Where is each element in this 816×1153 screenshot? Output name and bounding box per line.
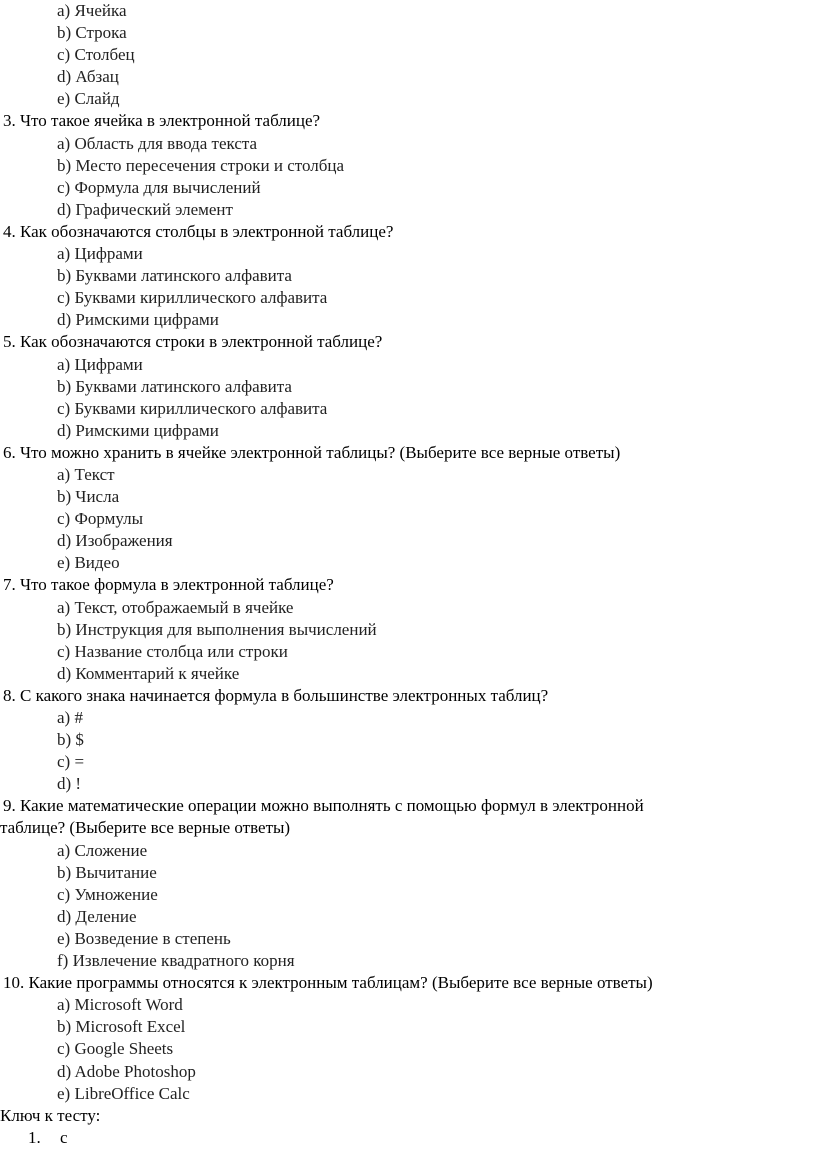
question-6	[0, 442, 816, 575]
option-line: e) Слайд	[57, 89, 120, 109]
question-text: 5. Как обозначаются строки в электронной таблице?	[3, 332, 383, 352]
answer-key-item	[0, 1127, 816, 1149]
option-line: b) $	[57, 730, 84, 750]
previous-question-options	[0, 0, 816, 110]
question-text: 8. С какого знака начинается формула в большинстве электронных таблиц?	[3, 685, 549, 705]
option-line: e) Возведение в степень	[57, 928, 231, 948]
question-10	[0, 972, 816, 1105]
question-text-continued: таблице? (Выберите все верные ответы)	[0, 818, 291, 838]
option-line: a) Текст	[57, 464, 115, 484]
question-text: 10. Какие программы относятся к электронным таблицам? (Выберите все верные ответы)	[3, 973, 653, 993]
question-7	[0, 574, 816, 684]
option-line: c) Умножение	[57, 884, 158, 904]
option-line: d) !	[57, 774, 82, 794]
question-text: 7. Что такое формула в электронной таблице?	[3, 575, 334, 595]
option-line: d) Римскими цифрами	[57, 310, 219, 330]
option-line: b) Строка	[57, 23, 127, 43]
option-line: d) Изображения	[57, 531, 173, 551]
option-line: c) Формулы	[57, 509, 144, 529]
option-line: d) Adobe Photoshop	[57, 1061, 196, 1081]
question-text: 4. Как обозначаются столбцы в электронной таблице?	[3, 221, 394, 241]
option-line: a) Текст, отображаемый в ячейке	[57, 597, 294, 617]
option-line: a) Ячейка	[57, 1, 127, 20]
option-line: c) Буквами кириллического алфавита	[57, 398, 328, 418]
option-line: a) Цифрами	[57, 354, 143, 374]
answer-key	[0, 1105, 816, 1149]
option-line: b) Microsoft Excel	[57, 1017, 186, 1037]
question-8	[0, 685, 816, 795]
question-3	[0, 110, 816, 220]
option-line: c) Столбец	[57, 45, 135, 65]
option-line: a) Цифрами	[57, 244, 143, 264]
question-5	[0, 331, 816, 441]
question-text: 3. Что такое ячейка в электронной таблице?	[3, 111, 321, 131]
option-line: e) Видео	[57, 553, 120, 573]
option-line: c) Формула для вычислений	[57, 177, 261, 197]
option-line: d) Деление	[57, 906, 137, 926]
option-line: b) Место пересечения строки и столбца	[57, 155, 345, 175]
option-line: e) LibreOffice Calc	[57, 1083, 190, 1103]
answer-key-answer: c	[60, 1127, 68, 1147]
option-line: b) Вычитание	[57, 862, 157, 882]
option-line: f) Извлечение квадратного корня	[57, 951, 295, 971]
option-line: b) Инструкция для выполнения вычислений	[57, 619, 377, 639]
option-line: a) Область для ввода текста	[57, 133, 258, 153]
option-line: d) Комментарий к ячейке	[57, 663, 240, 683]
option-line: d) Римскими цифрами	[57, 420, 219, 440]
option-line: c) Google Sheets	[57, 1039, 174, 1059]
option-line: a) #	[57, 708, 83, 727]
answer-key-number: 1.	[28, 1127, 41, 1147]
question-text: 6. Что можно хранить в ячейке электронной таблицы? (Выберите все верные ответы)	[3, 442, 621, 462]
option-line: d) Абзац	[57, 67, 119, 87]
option-line: b) Буквами латинского алфавита	[57, 266, 292, 286]
question-text: 9. Какие математические операции можно выполнять с помощью формул в электронной	[3, 796, 644, 816]
question-4	[0, 221, 816, 331]
option-line: c) =	[57, 752, 85, 772]
option-line: c) Название столбца или строки	[57, 641, 288, 661]
option-line: a) Microsoft Word	[57, 995, 183, 1015]
option-line: b) Числа	[57, 487, 120, 507]
question-9	[0, 795, 816, 972]
option-line: b) Буквами латинского алфавита	[57, 376, 292, 396]
option-line: d) Графический элемент	[57, 199, 233, 219]
option-line: c) Буквами кириллического алфавита	[57, 288, 328, 308]
option-line: a) Сложение	[57, 840, 148, 860]
answer-key-title: Ключ к тесту:	[0, 1105, 101, 1125]
